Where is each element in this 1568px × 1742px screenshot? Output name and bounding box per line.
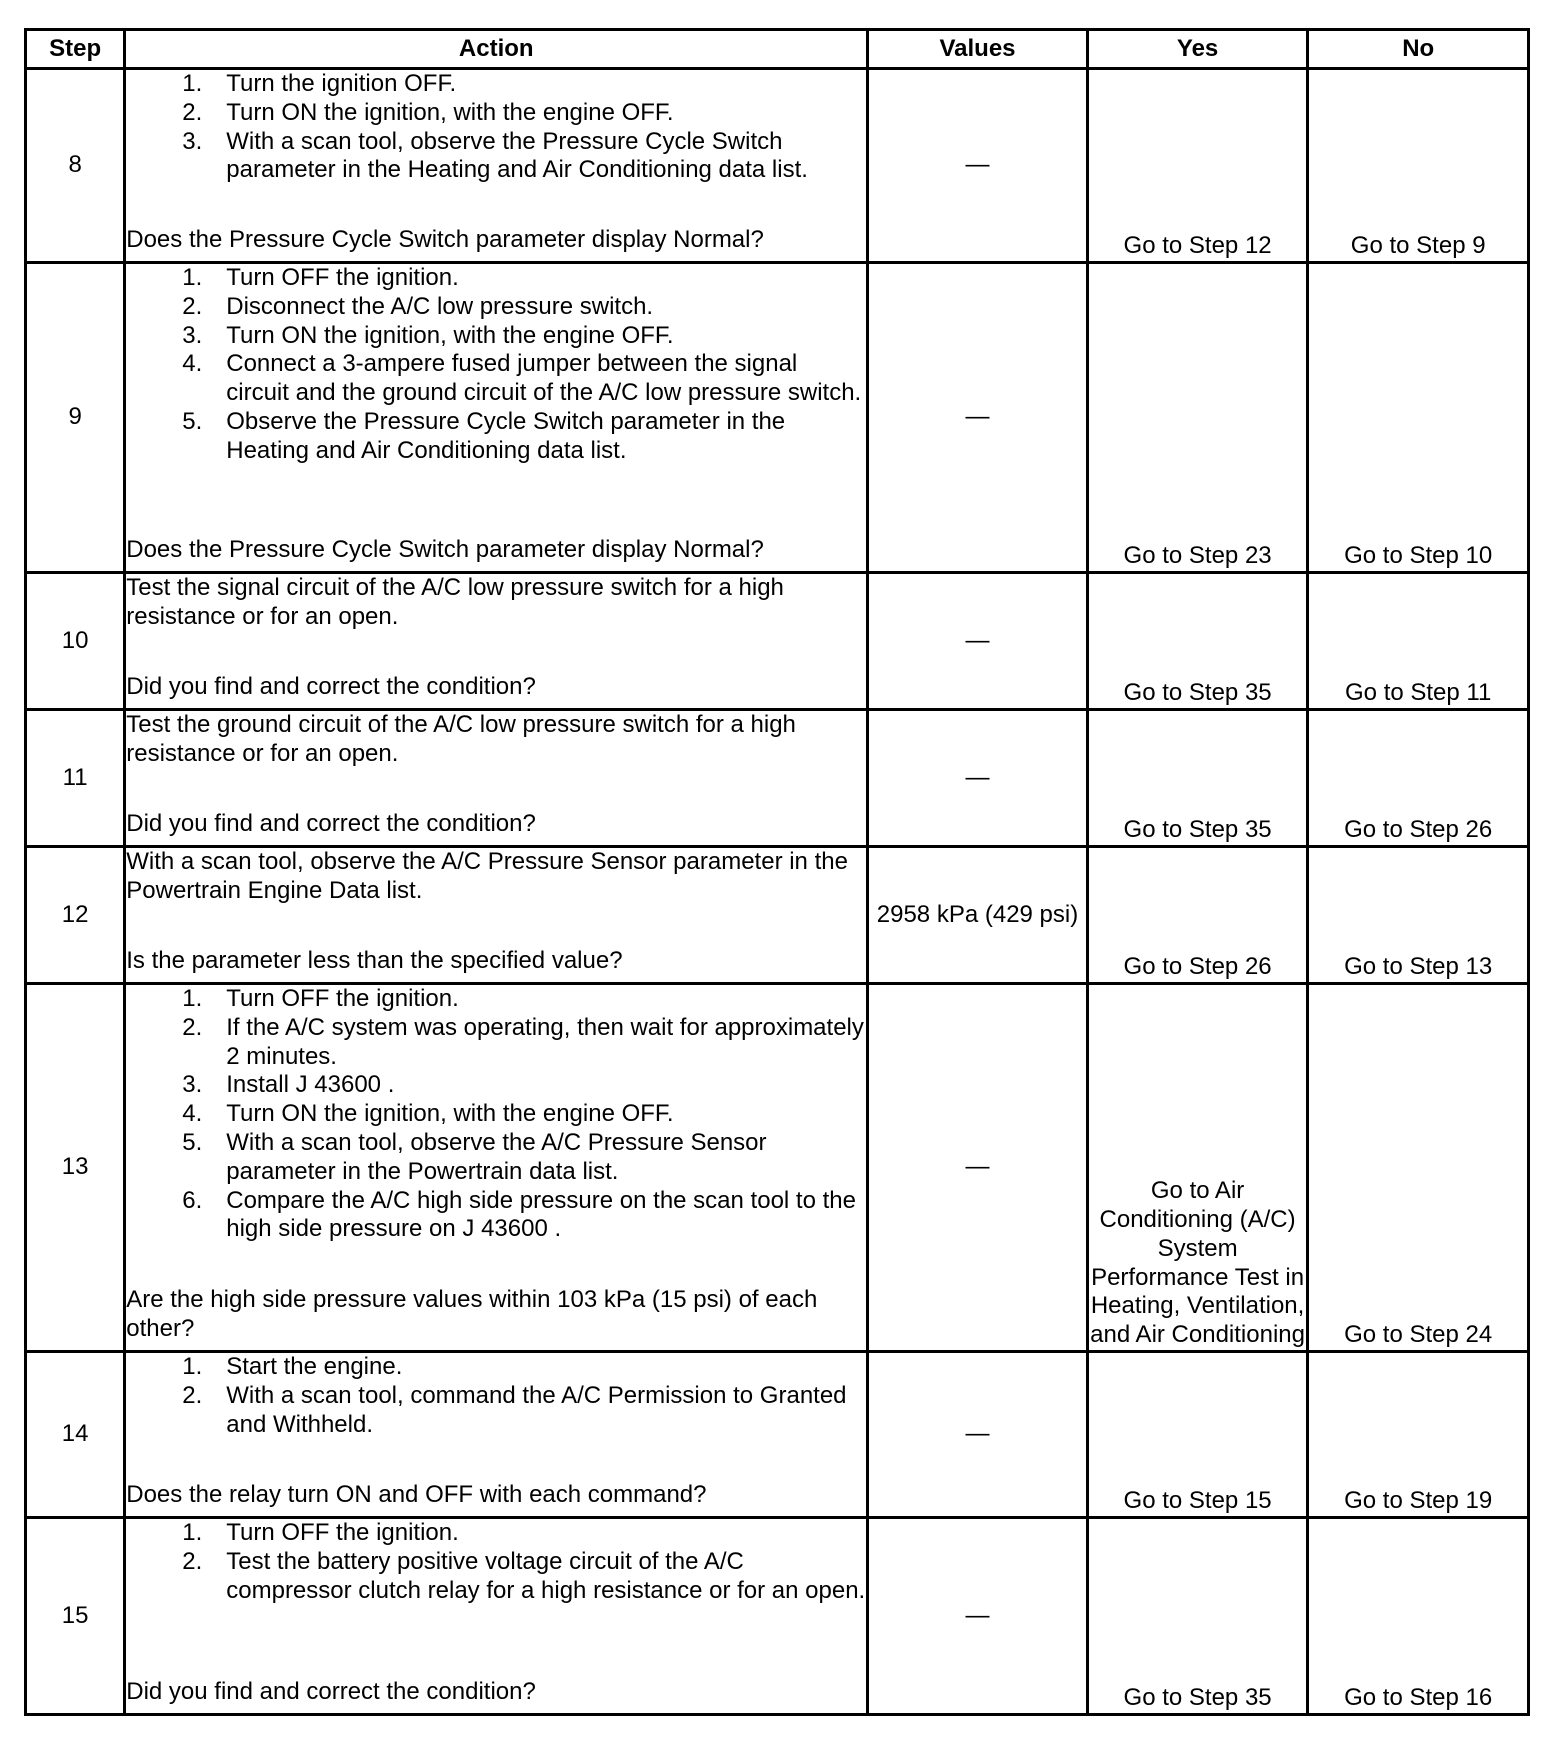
list-item-number: 1. [182,264,203,291]
action-steps-list [126,985,866,1244]
list-item-number: 1. [182,70,203,97]
table-row [26,573,1529,710]
action-cell [125,69,868,263]
list-item-text: Turn ON the ignition, with the engine OFF. [226,1100,674,1128]
list-item-number: 4. [182,350,203,378]
table-row [26,1518,1529,1715]
list-item-text: Turn OFF the ignition. [226,985,459,1012]
list-item [126,70,866,99]
header-action: Action [125,30,868,69]
header-yes: Yes [1087,30,1308,69]
list-item-number: 4. [182,1100,203,1128]
yes-cell: Go to Step 15 [1087,1352,1308,1518]
action-question: Are the high side pressure values within 103 kPa (15 psi) of each other? [126,1286,818,1343]
list-item-text: Install J 43600 . [226,1071,395,1099]
list-item [126,1519,866,1548]
yes-cell: Go to Step 26 [1087,847,1308,984]
no-cell: Go to Step 13 [1308,847,1529,984]
list-item-number: 1. [182,1353,203,1380]
list-item-text: Test the battery positive voltage circuit of the A/C compressor clutch relay for a high resistance or for an open. [226,1547,866,1604]
list-item-text: Turn OFF the ignition. [226,264,459,291]
yes-cell: Go to Step 35 [1087,710,1308,847]
action-question: Does the relay turn ON and OFF with each command? [126,1481,707,1509]
action-steps-list [126,264,866,466]
table-row [26,1352,1529,1518]
step-number: 14 [26,1352,125,1518]
yes-cell: Go to Step 35 [1087,573,1308,710]
list-item-text: With a scan tool, observe the Pressure Cycle Switch parameter in the Heating and Air Conditioning data list. [226,127,808,184]
list-item [126,1071,866,1100]
values-cell: — [868,984,1088,1352]
values-cell: — [868,1352,1088,1518]
list-item [126,128,866,186]
action-intro: With a scan tool, observe the A/C Pressure Sensor parameter in the Powertrain Engine Data list. [126,848,848,904]
action-cell [125,710,868,847]
list-item-text: Turn ON the ignition, with the engine OFF. [226,321,674,349]
list-item-number: 2. [182,1547,203,1575]
values-cell: — [868,263,1088,573]
list-item-number: 1. [182,985,203,1012]
action-question: Does the Pressure Cycle Switch parameter display Normal? [126,536,764,564]
list-item-number: 2. [182,292,203,320]
list-item-text: Turn OFF the ignition. [226,1519,459,1546]
action-cell [125,1518,868,1715]
list-item [126,1548,866,1606]
no-cell: Go to Step 9 [1308,69,1529,263]
action-cell [125,263,868,573]
action-intro: Test the signal circuit of the A/C low pressure switch for a high resistance or for an open. [126,574,784,630]
action-steps-list [126,70,866,185]
action-question: Is the parameter less than the specified value? [126,947,623,975]
list-item-number: 2. [182,1381,203,1409]
list-item-text: Turn ON the ignition, with the engine OFF. [226,98,674,126]
action-cell [125,573,868,710]
header-row [26,30,1529,69]
step-number: 10 [26,573,125,710]
list-item-text: If the A/C system was operating, then wait for approximately 2 minutes. [226,1013,864,1070]
yes-cell: Go to Step 12 [1087,69,1308,263]
action-question: Did you find and correct the condition? [126,673,536,701]
table-row [26,710,1529,847]
list-item-number: 2. [182,1013,203,1041]
action-cell [125,1352,868,1518]
yes-cell: Go to Step 35 [1087,1518,1308,1715]
diagnostic-table [24,28,1530,1716]
step-number: 9 [26,263,125,573]
list-item [126,99,866,128]
values-cell: 2958 kPa (429 psi) [868,847,1088,984]
step-number: 12 [26,847,125,984]
list-item [126,408,866,466]
list-item-text: With a scan tool, command the A/C Permission to Granted and Withheld. [226,1381,847,1438]
no-cell: Go to Step 10 [1308,263,1529,573]
no-cell: Go to Step 16 [1308,1518,1529,1715]
yes-cell: Go to Step 23 [1087,263,1308,573]
list-item-text: Connect a 3-ampere fused jumper between the signal circuit and the ground circuit of the A/C low pressure switch. [226,350,862,407]
values-cell: — [868,1518,1088,1715]
action-cell [125,847,868,984]
list-item-number: 5. [182,1128,203,1156]
list-item [126,985,866,1014]
action-steps-list [126,1353,866,1439]
list-item [126,1014,866,1072]
list-item [126,350,866,408]
action-question: Does the Pressure Cycle Switch parameter display Normal? [126,226,764,254]
values-cell: — [868,573,1088,710]
header-values: Values [868,30,1088,69]
list-item [126,264,866,293]
list-item-number: 3. [182,127,203,155]
list-item [126,1187,866,1245]
list-item-text: With a scan tool, observe the A/C Pressure Sensor parameter in the Powertrain data list. [226,1128,767,1185]
table-row [26,984,1529,1352]
action-intro: Test the ground circuit of the A/C low pressure switch for a high resistance or for an open. [126,711,796,767]
list-item [126,1353,866,1382]
list-item [126,1382,866,1440]
step-number: 8 [26,69,125,263]
list-item-text: Observe the Pressure Cycle Switch parameter in the Heating and Air Conditioning data list. [226,407,786,464]
action-cell [125,984,868,1352]
list-item-number: 3. [182,1071,203,1099]
action-question: Did you find and correct the condition? [126,1678,536,1706]
list-item-number: 2. [182,98,203,126]
no-cell: Go to Step 26 [1308,710,1529,847]
table-row [26,263,1529,573]
no-cell: Go to Step 24 [1308,984,1529,1352]
list-item-number: 1. [182,1519,203,1546]
action-question: Did you find and correct the condition? [126,810,536,838]
no-cell: Go to Step 19 [1308,1352,1529,1518]
action-steps-list [126,1519,866,1605]
list-item [126,293,866,322]
list-item-number: 3. [182,321,203,349]
header-no: No [1308,30,1529,69]
header-step: Step [26,30,125,69]
list-item-text: Disconnect the A/C low pressure switch. [226,292,654,320]
values-cell: — [868,710,1088,847]
step-number: 13 [26,984,125,1352]
list-item [126,1129,866,1187]
list-item-text: Start the engine. [226,1353,403,1380]
yes-cell: Go to Air Conditioning (A/C) System Performance Test in Heating, Ventilation, and Air Conditioning [1087,984,1308,1352]
list-item-number: 5. [182,407,203,435]
list-item-text: Turn the ignition OFF. [226,70,457,97]
table-row [26,847,1529,984]
list-item-text: Compare the A/C high side pressure on the scan tool to the high side pressure on J 43600 . [226,1186,856,1243]
table-row [26,69,1529,263]
list-item [126,1100,866,1129]
values-cell: — [868,69,1088,263]
step-number: 11 [26,710,125,847]
step-number: 15 [26,1518,125,1715]
list-item-number: 6. [182,1186,203,1214]
list-item [126,322,866,351]
no-cell: Go to Step 11 [1308,573,1529,710]
